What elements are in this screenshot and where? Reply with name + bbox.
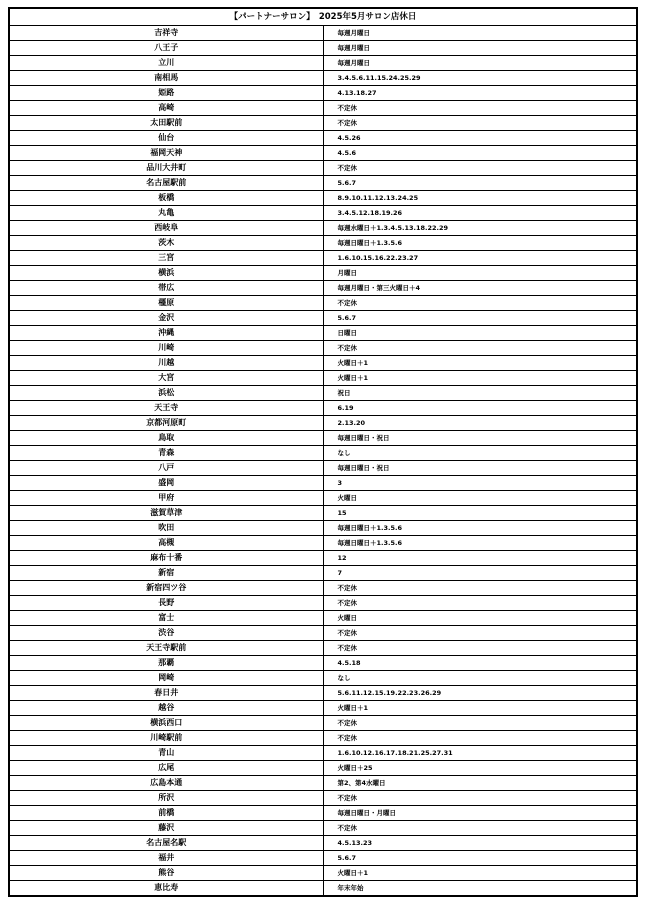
salon-name: 所沢 [9, 791, 323, 806]
holiday-value: 毎週日曜日＋1.3.5.6 [323, 521, 637, 536]
table-row [9, 461, 637, 476]
holiday-value: なし [323, 446, 637, 461]
holiday-value: 火曜日＋1 [323, 866, 637, 881]
holiday-sheet [8, 7, 638, 897]
salon-name: 盛岡 [9, 476, 323, 491]
salon-name: 西岐阜 [9, 221, 323, 236]
table-row [9, 341, 637, 356]
table-row [9, 56, 637, 71]
table-row [9, 431, 637, 446]
holiday-value: 火曜日 [323, 491, 637, 506]
holiday-value: 不定休 [323, 716, 637, 731]
table-row [9, 71, 637, 86]
salon-name: 南相馬 [9, 71, 323, 86]
salon-name: 越谷 [9, 701, 323, 716]
table-row [9, 746, 637, 761]
salon-name: 麻布十番 [9, 551, 323, 566]
table-row [9, 701, 637, 716]
salon-name: 川越 [9, 356, 323, 371]
table-row [9, 611, 637, 626]
holiday-value: 不定休 [323, 296, 637, 311]
table-row [9, 836, 637, 851]
salon-name: 京都河原町 [9, 416, 323, 431]
holiday-value: 日曜日 [323, 326, 637, 341]
salon-name: 吹田 [9, 521, 323, 536]
salon-name: 熊谷 [9, 866, 323, 881]
salon-name: 橿原 [9, 296, 323, 311]
salon-name: 品川大井町 [9, 161, 323, 176]
holiday-value: 毎週月曜日 [323, 56, 637, 71]
salon-name: 渋谷 [9, 626, 323, 641]
salon-name: 高崎 [9, 101, 323, 116]
table-row [9, 416, 637, 431]
holiday-value: 第2、第4水曜日 [323, 776, 637, 791]
salon-name: 横浜西口 [9, 716, 323, 731]
table-row [9, 551, 637, 566]
table-row [9, 326, 637, 341]
salon-name: 新宿四ツ谷 [9, 581, 323, 596]
table-title: 【パートナーサロン】 2025年5月サロン店休日 [9, 8, 637, 26]
table-row [9, 281, 637, 296]
salon-name: 川崎 [9, 341, 323, 356]
table-row [9, 236, 637, 251]
holiday-value: なし [323, 671, 637, 686]
holiday-value: 月曜日 [323, 266, 637, 281]
table-row [9, 566, 637, 581]
table-row [9, 656, 637, 671]
holiday-value: 火曜日＋1 [323, 701, 637, 716]
table-row [9, 596, 637, 611]
salon-name: 藤沢 [9, 821, 323, 836]
salon-name: 浜松 [9, 386, 323, 401]
salon-name: 青森 [9, 446, 323, 461]
holiday-value: 毎週月曜日・第三火曜日＋4 [323, 281, 637, 296]
table-row [9, 476, 637, 491]
salon-name: 板橋 [9, 191, 323, 206]
holiday-value: 1.6.10.15.16.22.23.27 [323, 251, 637, 266]
table-row [9, 161, 637, 176]
holiday-value: 毎週日曜日＋1.3.5.6 [323, 536, 637, 551]
salon-name: 三宮 [9, 251, 323, 266]
salon-name: 広尾 [9, 761, 323, 776]
salon-name: 甲府 [9, 491, 323, 506]
table-row [9, 626, 637, 641]
holiday-value: 不定休 [323, 731, 637, 746]
table-row [9, 761, 637, 776]
holiday-value: 毎週日曜日・祝日 [323, 431, 637, 446]
table-row [9, 206, 637, 221]
table-row [9, 146, 637, 161]
holiday-value: 祝日 [323, 386, 637, 401]
table-row [9, 311, 637, 326]
holiday-value: 毎週水曜日＋1.3.4.5.13.18.22.29 [323, 221, 637, 236]
table-row [9, 191, 637, 206]
salon-name: 長野 [9, 596, 323, 611]
holiday-value: 5.6.7 [323, 851, 637, 866]
table-row [9, 881, 637, 897]
table-row [9, 671, 637, 686]
holiday-value: 不定休 [323, 161, 637, 176]
table-row [9, 791, 637, 806]
salon-name: 太田駅前 [9, 116, 323, 131]
holiday-value: 毎週日曜日＋1.3.5.6 [323, 236, 637, 251]
salon-name: 滋賀草津 [9, 506, 323, 521]
table-row [9, 176, 637, 191]
holiday-value: 4.13.18.27 [323, 86, 637, 101]
table-row [9, 116, 637, 131]
salon-name: 立川 [9, 56, 323, 71]
table-row [9, 446, 637, 461]
salon-name: 岡崎 [9, 671, 323, 686]
table-row [9, 371, 637, 386]
table-row [9, 641, 637, 656]
table-row [9, 101, 637, 116]
salon-name: 沖縄 [9, 326, 323, 341]
holiday-value: 不定休 [323, 596, 637, 611]
holiday-value: 5.6.11.12.15.19.22.23.26.29 [323, 686, 637, 701]
salon-name: 広島本通 [9, 776, 323, 791]
salon-name: 春日井 [9, 686, 323, 701]
holiday-value: 4.5.18 [323, 656, 637, 671]
table-row [9, 821, 637, 836]
holiday-value: 2.13.20 [323, 416, 637, 431]
salon-name: 新宿 [9, 566, 323, 581]
salon-name: 川崎駅前 [9, 731, 323, 746]
holiday-value: 12 [323, 551, 637, 566]
salon-name: 横浜 [9, 266, 323, 281]
holiday-value: 毎週日曜日・祝日 [323, 461, 637, 476]
holiday-value: 火曜日＋1 [323, 371, 637, 386]
holiday-value: 3.4.5.12.18.19.26 [323, 206, 637, 221]
holiday-value: 6.19 [323, 401, 637, 416]
table-row [9, 776, 637, 791]
salon-name: 富士 [9, 611, 323, 626]
table-row [9, 221, 637, 236]
salon-name: 福岡天神 [9, 146, 323, 161]
table-row [9, 356, 637, 371]
holiday-value: 3 [323, 476, 637, 491]
holiday-value: 年末年始 [323, 881, 637, 897]
salon-name: 青山 [9, 746, 323, 761]
holiday-table [8, 7, 638, 897]
salon-name: 鳥取 [9, 431, 323, 446]
salon-name: 仙台 [9, 131, 323, 146]
holiday-value: 1.6.10.12.16.17.18.21.25.27.31 [323, 746, 637, 761]
table-row [9, 86, 637, 101]
salon-name: 名古屋駅前 [9, 176, 323, 191]
table-row [9, 731, 637, 746]
table-row [9, 401, 637, 416]
table-row [9, 296, 637, 311]
holiday-value: 不定休 [323, 626, 637, 641]
holiday-value: 不定休 [323, 791, 637, 806]
table-row [9, 686, 637, 701]
table-row [9, 866, 637, 881]
holiday-value: 毎週日曜日・月曜日 [323, 806, 637, 821]
salon-name: 茨木 [9, 236, 323, 251]
holiday-value: 火曜日＋1 [323, 356, 637, 371]
holiday-value: 不定休 [323, 116, 637, 131]
table-row [9, 131, 637, 146]
holiday-value: 3.4.5.6.11.15.24.25.29 [323, 71, 637, 86]
table-row [9, 266, 637, 281]
holiday-value: 7 [323, 566, 637, 581]
holiday-value: 不定休 [323, 341, 637, 356]
salon-name: 名古屋名駅 [9, 836, 323, 851]
holiday-value: 毎週月曜日 [323, 26, 637, 41]
table-row [9, 26, 637, 41]
table-row [9, 716, 637, 731]
table-row [9, 251, 637, 266]
holiday-value: 毎週月曜日 [323, 41, 637, 56]
holiday-value: 火曜日 [323, 611, 637, 626]
salon-name: 高槻 [9, 536, 323, 551]
holiday-value: 不定休 [323, 821, 637, 836]
table-row [9, 386, 637, 401]
salon-name: 大宮 [9, 371, 323, 386]
holiday-value: 不定休 [323, 581, 637, 596]
salon-name: 丸亀 [9, 206, 323, 221]
holiday-value: 5.6.7 [323, 176, 637, 191]
salon-name: 前橋 [9, 806, 323, 821]
table-row [9, 491, 637, 506]
holiday-value: 5.6.7 [323, 311, 637, 326]
holiday-value: 火曜日＋25 [323, 761, 637, 776]
table-row [9, 41, 637, 56]
holiday-value: 不定休 [323, 641, 637, 656]
table-row [9, 506, 637, 521]
table-row [9, 806, 637, 821]
table-row [9, 536, 637, 551]
holiday-value: 4.5.13.23 [323, 836, 637, 851]
holiday-value: 8.9.10.11.12.13.24.25 [323, 191, 637, 206]
salon-name: 福井 [9, 851, 323, 866]
title-row [9, 8, 637, 26]
salon-name: 八戸 [9, 461, 323, 476]
salon-name: 恵比寿 [9, 881, 323, 897]
holiday-value: 15 [323, 506, 637, 521]
salon-name: 那覇 [9, 656, 323, 671]
salon-name: 八王子 [9, 41, 323, 56]
salon-name: 吉祥寺 [9, 26, 323, 41]
salon-name: 天王寺 [9, 401, 323, 416]
table-row [9, 521, 637, 536]
salon-name: 姫路 [9, 86, 323, 101]
salon-name: 天王寺駅前 [9, 641, 323, 656]
holiday-value: 4.5.26 [323, 131, 637, 146]
salon-name: 金沢 [9, 311, 323, 326]
holiday-value: 4.5.6 [323, 146, 637, 161]
holiday-value: 不定休 [323, 101, 637, 116]
salon-name: 帯広 [9, 281, 323, 296]
table-row [9, 851, 637, 866]
table-row [9, 581, 637, 596]
